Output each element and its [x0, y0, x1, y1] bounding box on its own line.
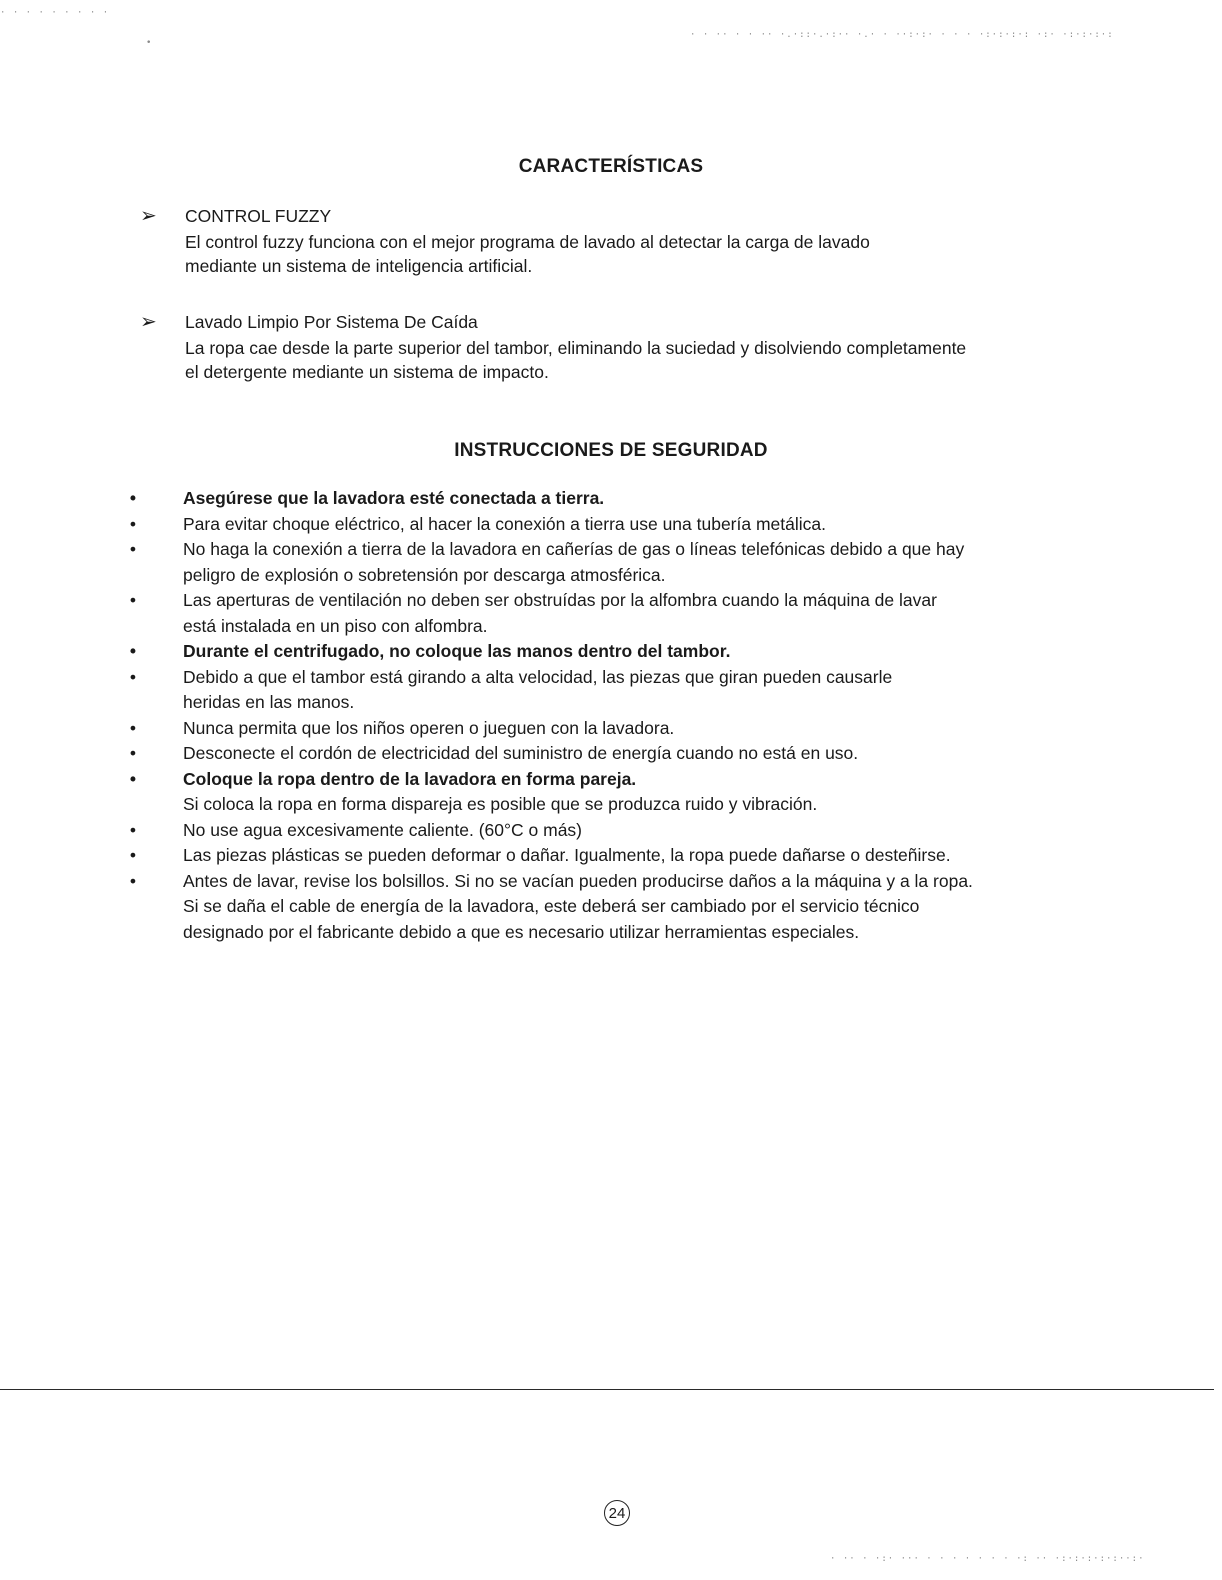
- safety-item: [128, 894, 1048, 945]
- safety-item: [128, 818, 1048, 844]
- safety-item: [128, 537, 1048, 588]
- safety-item: [128, 486, 1048, 512]
- safety-item-text: Debido a que el tambor está girando a alta velocidad, las piezas que giran pueden causarle heridas en las manos.: [183, 666, 893, 712]
- arrow-bullet-icon: ➢: [140, 311, 157, 333]
- safety-item: [128, 512, 1048, 538]
- safety-item: [128, 588, 1048, 639]
- safety-item: [128, 665, 1048, 716]
- bullet-icon: •: [129, 870, 137, 891]
- safety-item-text: Las aperturas de ventilación no deben ser obstruídas por la alfombra cuando la máquina de lavar está instalada en un piso con alfombra.: [183, 590, 937, 636]
- safety-item-text: Antes de lavar, revise los bolsillos. Si no se vacían pueden producirse daños a la máquina y a la ropa.: [183, 870, 973, 891]
- scan-noise-bottom-right: · ·· · ·:· ··· · · · · · · · ·: ·· ·:·:·:·:·:··:·: [830, 1554, 1145, 1564]
- bullet-icon: •: [129, 513, 137, 534]
- bullet-icon: •: [129, 641, 137, 661]
- feature-description: La ropa cae desde la parte superior del tambor, eliminando la suciedad y disolviendo completamente el detergente mediante un sistema de impacto.: [185, 338, 967, 382]
- bullet-icon: •: [129, 666, 137, 687]
- safety-item: [128, 843, 1048, 869]
- safety-item-text: Si coloca la ropa en forma dispareja es posible que se produzca ruido y vibración.: [183, 794, 818, 814]
- safety-item-text: Asegúrese que la lavadora esté conectada a tierra.: [183, 488, 605, 508]
- safety-title: INSTRUCCIONES DE SEGURIDAD: [454, 440, 768, 461]
- safety-item-text: Durante el centrifugado, no coloque las manos dentro del tambor.: [183, 641, 731, 661]
- bullet-icon: •: [129, 488, 137, 508]
- bullet-icon: •: [129, 717, 137, 738]
- safety-item-text: No haga la conexión a tierra de la lavadora en cañerías de gas o líneas telefónicas debido a que hay peligro de explosión o sobretensión por descarga atmosférica.: [183, 539, 965, 585]
- bullet-icon: •: [129, 819, 137, 840]
- safety-item-text: Si se daña el cable de energía de la lavadora, este deberá ser cambiado por el servicio técnico designado por el fabricante debido a que es necesario utilizar herramientas especiales.: [183, 896, 920, 942]
- feature-description: El control fuzzy funciona con el mejor programa de lavado al detectar la carga de lavado mediante un sistema de inteligencia artificial.: [185, 232, 870, 276]
- safety-item: [128, 716, 1048, 742]
- safety-item: [128, 767, 1048, 793]
- bullet-icon: •: [129, 768, 137, 789]
- safety-item: [128, 869, 1048, 895]
- scan-noise-dot: •: [146, 38, 153, 48]
- feature-heading: CONTROL FUZZY: [185, 206, 332, 226]
- page-number: 24: [604, 1500, 630, 1526]
- scan-noise-top-right: · · ·· · · ·· ·.·::·.·:·· ·.· · ··:·:· · · · ·:·:·:·: ·:· ·:·:·:·:: [690, 30, 1114, 40]
- bullet-icon: •: [129, 743, 137, 763]
- features-title: CARACTERÍSTICAS: [518, 156, 704, 177]
- bullet-icon: •: [129, 539, 137, 559]
- safety-instructions-list: [128, 486, 1048, 945]
- safety-item-text: Coloque la ropa dentro de la lavadora en forma pareja.: [183, 768, 637, 789]
- bullet-icon: •: [129, 590, 137, 610]
- feature-heading: Lavado Limpio Por Sistema De Caída: [185, 312, 478, 332]
- scan-noise-top-left: · · · · · · · · ·: [0, 8, 110, 18]
- arrow-bullet-icon: ➢: [140, 205, 157, 227]
- safety-item-text: Para evitar choque eléctrico, al hacer la conexión a tierra use una tubería metálica.: [183, 513, 826, 534]
- safety-item-text: No use agua excesivamente caliente. (60°C o más): [183, 819, 583, 840]
- safety-item: [128, 639, 1048, 665]
- safety-item-text: Desconecte el cordón de electricidad del suministro de energía cuando no está en uso.: [183, 743, 859, 763]
- safety-item: [128, 792, 1048, 818]
- safety-item-text: Las piezas plásticas se pueden deformar o dañar. Igualmente, la ropa puede dañarse o desteñirse.: [183, 845, 951, 865]
- safety-item-text: Nunca permita que los niños operen o jueguen con la lavadora.: [183, 717, 675, 738]
- bullet-icon: •: [129, 845, 137, 865]
- safety-item: [128, 741, 1048, 767]
- footer-divider: [0, 1389, 1214, 1390]
